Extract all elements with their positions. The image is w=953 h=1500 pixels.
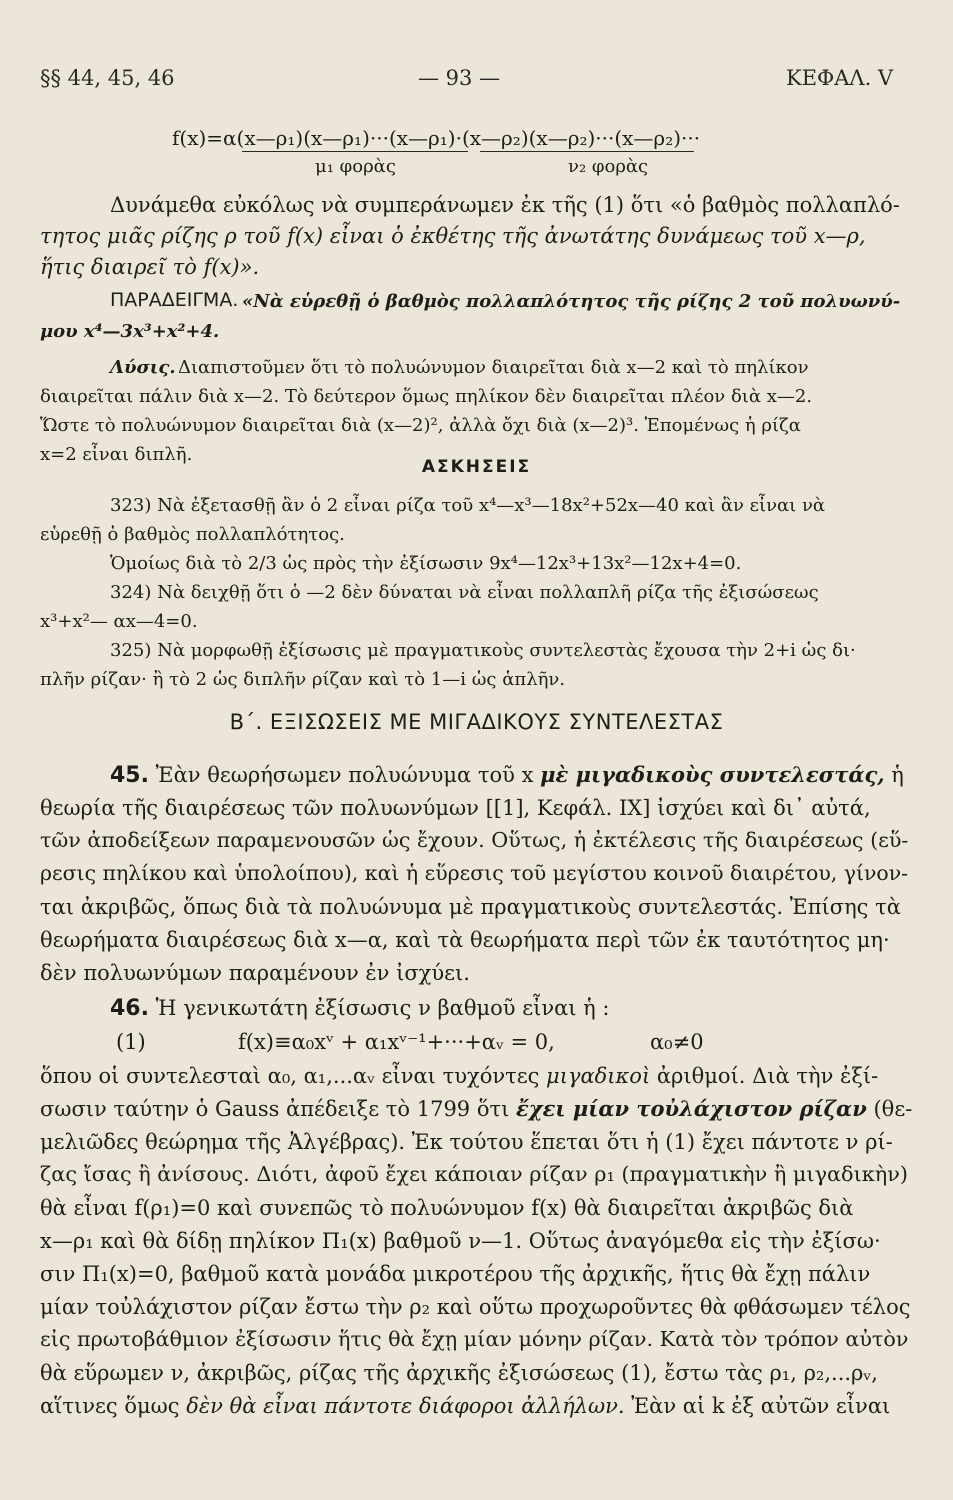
sec46-line-b2: ἔχει μίαν τοὐλάχιστον ρίζαν	[516, 1096, 867, 1121]
underbrace-label-1: μ₁ φορὰς	[315, 156, 396, 177]
sec46-line-3: θὰ εἶναι f(ρ₁)=0 καὶ συνεπῶς τὸ πολυώνυμον f(x) θὰ διαιρεῖται ἀκριβῶς διὰ	[40, 1196, 854, 1220]
underbrace-1	[242, 151, 468, 152]
sec46-last-a: αἵτινες ὅμως	[40, 1394, 180, 1418]
sec46-line-2: ζας ἴσας ἢ ἀνίσους. Διότι, ἀφοῦ ἔχει κάποιαν ρίζαν ρ₁ (πραγματικὴν ἢ μιγαδικὴν)	[40, 1162, 908, 1186]
sec45-line-1: θεωρία τῆς διαιρέσεως τῶν πολυωνύμων [[1], Κεφάλ. IX] ἰσχύει καὶ δι᾽ αὐτά,	[40, 796, 871, 820]
intro-line-1: Δυνάμεθα εὐκόλως νὰ συμπεράνωμεν ἐκ τῆς (1) ὅτι «ὁ βαθμὸς πολλαπλό-	[110, 193, 900, 217]
exercise-line-2: εὑρεθῇ ὁ βαθμὸς πολλαπλότητος.	[40, 524, 345, 545]
sec45-line-4: ται ἀκριβῶς, ὅπως διὰ τὰ πολυώνυμα μὲ πραγματικοὺς συντελεστάς. Ἐπίσης τὰ	[40, 895, 901, 919]
header-sections: §§ 44, 45, 46	[40, 66, 175, 90]
sec46-line-b	[40, 1097, 912, 1121]
sec46-line-4: x—ρ₁ καὶ θὰ δίδῃ πηλίκον Π₁(x) βαθμοῦ ν—1. Οὕτως ἀναγόμεθα εἰς τὴν ἐξίσω·	[40, 1229, 881, 1253]
section-title: Β΄. ΕΞΙΣΩΣΕΙΣ ΜΕ ΜΙΓΑΔΙΚΟΥΣ ΣΥΝΤΕΛΕΣΤΑΣ	[229, 710, 724, 734]
sec45-line-2: τῶν ἀποδείξεων παραμενουσῶν ὡς ἔχουν. Οὕτως, ἡ ἐκτέλεσις τῆς διαιρέσεως (εὕ-	[40, 828, 909, 852]
sec46-line-1: μελιῶδες θεώρημα τῆς Ἀλγέβρας). Ἐκ τούτου ἕπεται ὅτι ἡ (1) ἔχει πάντοτε ν ρί-	[40, 1130, 893, 1154]
example-statement-2: μου x⁴—3x³+x²+4.	[40, 321, 220, 342]
sec45-first-b: μὲ μιγαδικοὺς συντελεστάς,	[540, 762, 885, 787]
sec46-line-b1: σωσιν ταύτην ὁ Gauss ἀπέδειξε τὸ 1799 ὅτι	[40, 1097, 510, 1121]
sec46-equation: f(x)≡α₀xᵛ + α₁xᵛ⁻¹+···+αᵥ = 0,	[238, 1030, 555, 1054]
sec46-eq-condition: α₀≠0	[650, 1030, 704, 1054]
header-chapter: ΚΕΦΑΛ. V	[786, 66, 894, 90]
example-label: ΠΑΡΑΔΕΙΓΜΑ.	[110, 289, 239, 311]
sec46-first-line	[110, 996, 610, 1021]
sec46-line-5: σιν Π₁(x)=0, βαθμοῦ κατὰ μονάδα μικροτέρου τῆς ἀρχικῆς, ἥτις θὰ ἔχῃ πάλιν	[40, 1262, 871, 1286]
sec45-line-6: δὲν πολυωνύμων παραμένουν ἐν ἰσχύει.	[40, 961, 470, 985]
sec45-first-c: ἡ	[891, 763, 904, 787]
exercise-line-3: Ὁμοίως διὰ τὸ 2/3 ὡς πρὸς τὴν ἐξίσωσιν 9x⁴—12x³+13x²—12x+4=0.	[110, 553, 742, 574]
sec46-last-line	[40, 1394, 890, 1418]
sec46-line-a3: ἀριθμοί. Διὰ τὴν ἐξί-	[656, 1064, 879, 1088]
sec46-line-b3: (θε-	[873, 1097, 913, 1121]
underbrace-label-2: ν₂ φορὰς	[568, 156, 649, 177]
intro-line-3: ἥτις διαιρεῖ τὸ f(x)».	[40, 255, 260, 279]
solution-line-4: x=2 εἶναι διπλῆ.	[40, 444, 193, 465]
sec45-line-3: ρεσις πηλίκου καὶ ὑπολοίπου), καὶ ἡ εὕρεσις τοῦ μεγίστου κοινοῦ διαιρέτου, γίνον-	[40, 861, 909, 885]
example-statement: «Νὰ εὑρεθῇ ὁ βαθμὸς πολλαπλότητος τῆς ρίζης 2 τοῦ πολυωνύ-	[242, 291, 901, 312]
sec46-last-b: δὲν θὰ εἶναι πάντοτε διάφοροι ἀλλήλων.	[186, 1394, 625, 1418]
solution-label: Λύσις.	[110, 357, 176, 378]
intro-line-2: τητος μιᾶς ρίζης ρ τοῦ f(x) εἶναι ὁ ἐκθέτης τῆς ἀνωτάτης δυνάμεως τοῦ x—ρ,	[40, 224, 866, 248]
sec46-last-c: Ἐὰν αἱ k ἐξ αὐτῶν εἶναι	[631, 1394, 891, 1418]
sec46-eq-label: (1)	[116, 1030, 146, 1054]
sec46-line-8: θὰ εὕρωμεν ν, ἀκριβῶς, ρίζας τῆς ἀρχικῆς ἐξισώσεως (1), ἔστω τὰς ρ₁, ρ₂,...ρᵥ,	[40, 1361, 878, 1385]
solution-line-2: διαιρεῖται πάλιν διὰ x—2. Τὸ δεύτερον ὅμως πηλίκον δὲν διαιρεῖται πλέον διὰ x—2.	[40, 386, 813, 407]
sec45-first-line	[110, 763, 904, 788]
exercise-line-7: πλῆν ρίζαν· ἢ τὸ 2 ὡς διπλῆν ρίζαν καὶ τὸ 1—i ὡς ἁπλῆν.	[40, 669, 566, 690]
exercise-line-6: 325) Νὰ μορφωθῇ ἐξίσωσις μὲ πραγματικοὺς συντελεστὰς ἔχουσα τὴν 2+i ὡς δι·	[110, 640, 856, 661]
exercise-line-4: 324) Νὰ δειχθῇ ὅτι ὁ —2 δὲν δύναται νὰ εἶναι πολλαπλῆ ρίζα τῆς ἐξισώσεως	[110, 582, 819, 603]
sec46-number: 46.	[110, 996, 149, 1021]
multiplicity-formula: f(x)=α(x—ρ₁)(x—ρ₁)···(x—ρ₁)·(x—ρ₂)(x—ρ₂)···(x—ρ₂)···	[172, 126, 701, 150]
sec46-first-text: Ἡ γενικωτάτη ἐξίσωσις ν βαθμοῦ εἶναι ἡ :	[155, 996, 610, 1020]
sec45-first-a: Ἐὰν θεωρήσωμεν πολυώνυμα τοῦ x	[155, 763, 534, 787]
sec45-number: 45.	[110, 763, 149, 788]
sec46-line-a1: ὅπου οἱ συντελεσταὶ α₀, α₁,...αᵥ εἶναι τυχόντες	[40, 1064, 540, 1088]
sec46-line-a2: μιγαδικοὶ	[546, 1064, 651, 1088]
sec46-line-6: μίαν τοὐλάχιστον ρίζαν ἔστω τὴν ρ₂ καὶ οὕτω προχωροῦντες θὰ φθάσωμεν τέλος	[40, 1295, 911, 1319]
exercise-line-1: 323) Νὰ ἐξετασθῇ ἂν ὁ 2 εἶναι ρίζα τοῦ x⁴—x³—18x²+52x—40 καὶ ἂν εἶναι νὰ	[110, 495, 826, 516]
solution-line-1: Διαπιστοῦμεν ὅτι τὸ πολυώνυμον διαιρεῖται διὰ x—2 καὶ τὸ πηλίκον	[178, 357, 809, 378]
header-page-number: — 93 —	[418, 66, 501, 90]
sec46-line-7: εἰς πρωτοβάθμιον ἐξίσωσιν ἥτις θὰ ἔχῃ μίαν μόνην ρίζαν. Κατὰ τὸν τρόπον αὐτὸν	[40, 1327, 909, 1351]
exercises-title: ΑΣΚΗΣΕΙΣ	[421, 457, 532, 477]
sec45-line-5: θεωρήματα διαιρέσεως διὰ x—α, καὶ τὰ θεωρήματα περὶ τῶν ἐκ ταυτότητος μη·	[40, 928, 890, 952]
exercise-line-5: x³+x²— αx—4=0.	[40, 611, 198, 632]
solution-line-3: Ὥστε τὸ πολυώνυμον διαιρεῖται διὰ (x—2)², ἀλλὰ ὄχι διὰ (x—2)³. Ἑπομένως ἡ ρίζα	[40, 415, 801, 436]
underbrace-2	[480, 151, 694, 152]
sec46-line-a	[40, 1064, 878, 1088]
